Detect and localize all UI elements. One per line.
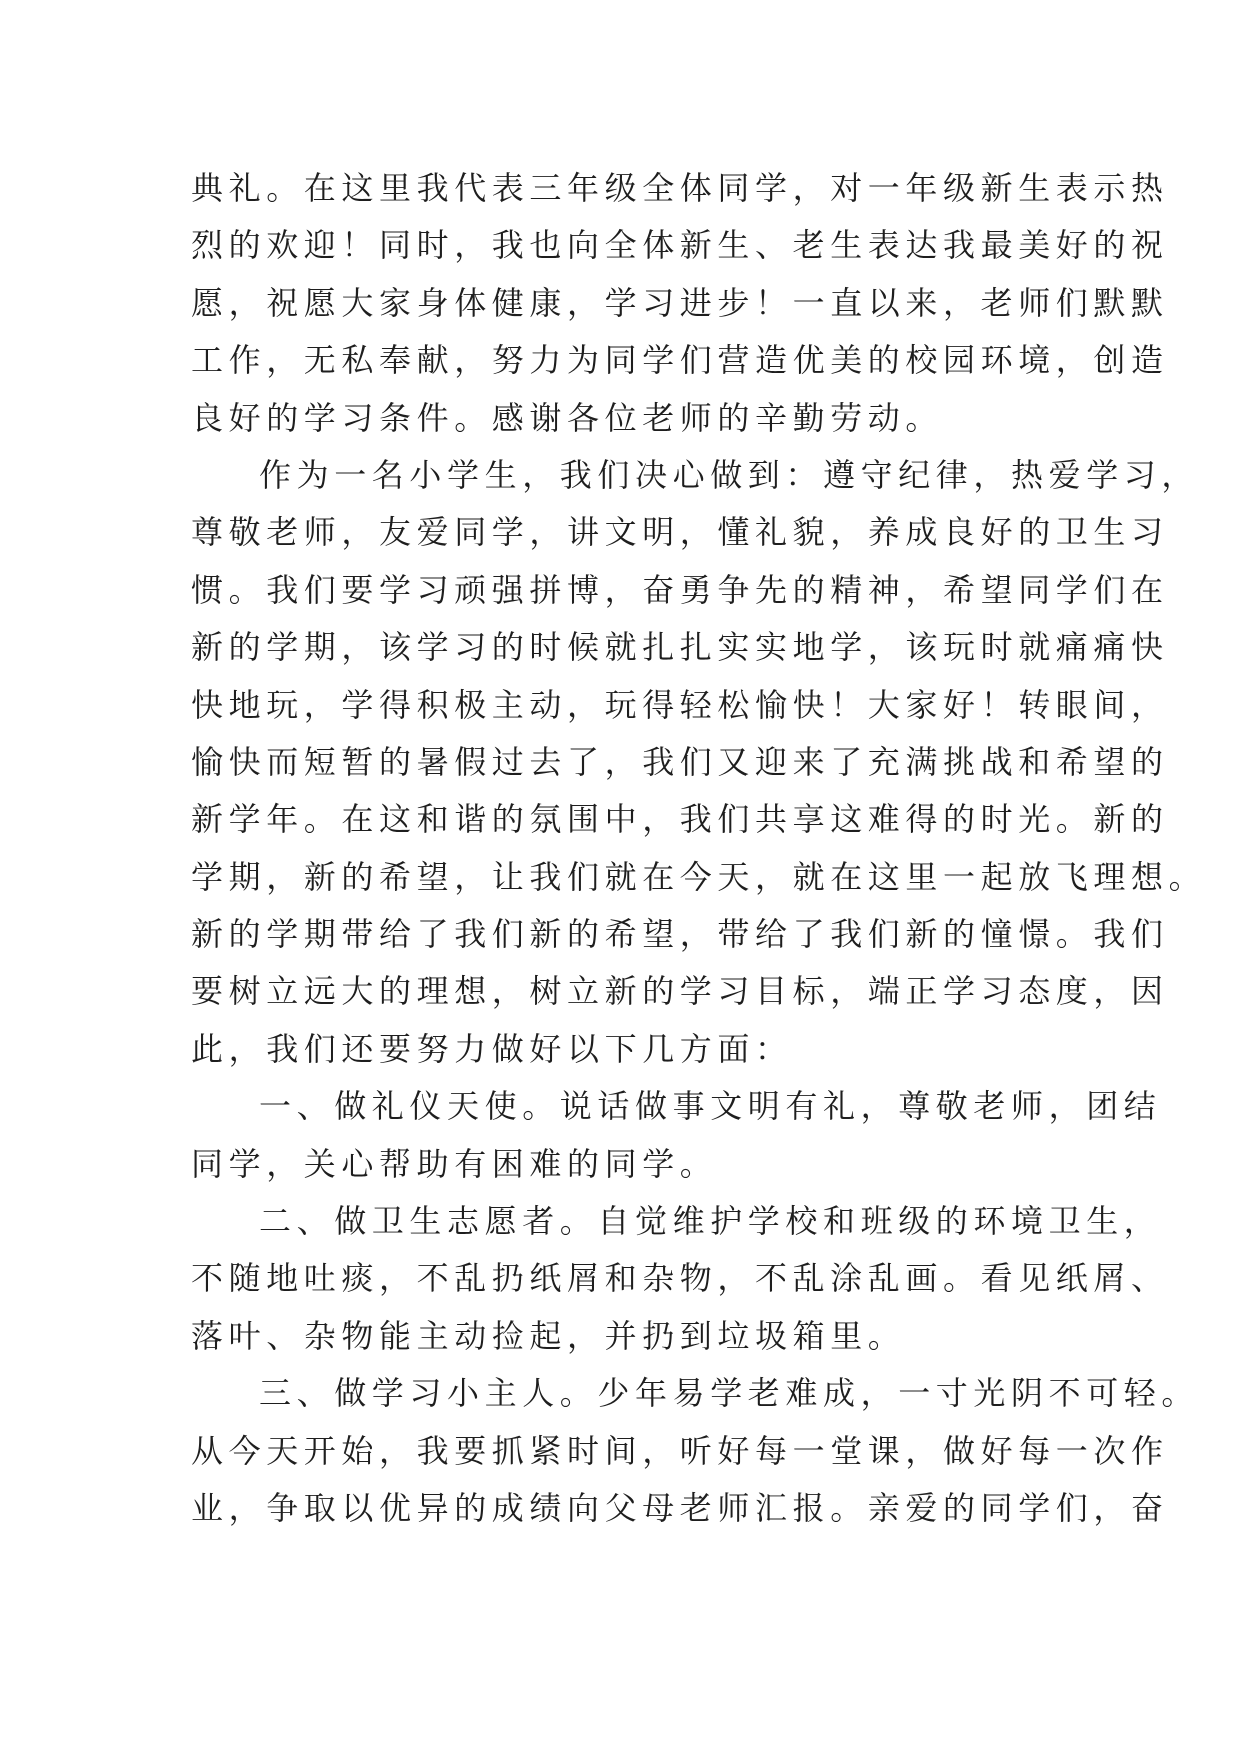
text-line: 惯。我们要学习顽强拼博，奋勇争先的精神，希望同学们在 — [191, 570, 1169, 609]
text-line: 三、做学习小主人。少年易学老难成，一寸光阴不可轻。 — [259, 1374, 1200, 1413]
paragraph — [191, 160, 1169, 447]
text-line: 工作，无私奉献，努力为同学们营造优美的校园环境，创造 — [191, 341, 1169, 380]
text-line: 二、做卫生志愿者。自觉维护学校和班级的环境卫生， — [259, 1202, 1162, 1241]
text-line: 学期，新的希望，让我们就在今天，就在这里一起放飞理想。 — [191, 857, 1207, 896]
text-line: 烈的欢迎！同时，我也向全体新生、老生表达我最美好的祝 — [191, 226, 1169, 265]
text-line: 典礼。在这里我代表三年级全体同学，对一年级新生表示热 — [191, 169, 1169, 207]
paragraph — [191, 447, 1207, 1078]
text-line: 尊敬老师，友爱同学，讲文明，懂礼貌，养成良好的卫生习 — [191, 513, 1169, 552]
text-line: 从今天开始，我要抓紧时间，听好每一堂课，做好每一次作 — [191, 1431, 1169, 1470]
paragraph — [191, 1365, 1200, 1537]
text-line: 此，我们还要努力做好以下几方面： — [191, 1029, 793, 1068]
text-line: 落叶、杂物能主动捡起，并扔到垃圾箱里。 — [191, 1316, 906, 1355]
text-line: 愿，祝愿大家身体健康，学习进步！一直以来，老师们默默 — [191, 283, 1169, 322]
text-line: 良好的学习条件。感谢各位老师的辛勤劳动。 — [191, 398, 944, 437]
text-line: 同学，关心帮助有困难的同学。 — [191, 1144, 718, 1183]
paragraph — [191, 1193, 1169, 1365]
text-line: 新的学期，该学习的时候就扎扎实实地学，该玩时就痛痛快 — [191, 628, 1169, 667]
text-line: 愉快而短暂的暑假过去了，我们又迎来了充满挑战和希望的 — [191, 742, 1169, 781]
text-line: 作为一名小学生，我们决心做到：遵守纪律，热爱学习， — [259, 455, 1200, 494]
text-line: 不随地吐痰，不乱扔纸屑和杂物，不乱涂乱画。看见纸屑、 — [191, 1259, 1169, 1298]
document-body — [191, 160, 1207, 1537]
text-line: 快地玩，学得积极主动，玩得轻松愉快！大家好！转眼间， — [191, 685, 1169, 724]
text-line: 新学年。在这和谐的氛围中，我们共享这难得的时光。新的 — [191, 800, 1169, 839]
paragraph — [191, 1078, 1162, 1193]
text-line: 一、做礼仪天使。说话做事文明有礼，尊敬老师，团结 — [259, 1087, 1162, 1126]
text-line: 业，争取以优异的成绩向父母老师汇报。亲爱的同学们，奋 — [191, 1488, 1169, 1527]
text-line: 要树立远大的理想，树立新的学习目标，端正学习态度，因 — [191, 972, 1169, 1011]
text-line: 新的学期带给了我们新的希望，带给了我们新的憧憬。我们 — [191, 915, 1169, 954]
